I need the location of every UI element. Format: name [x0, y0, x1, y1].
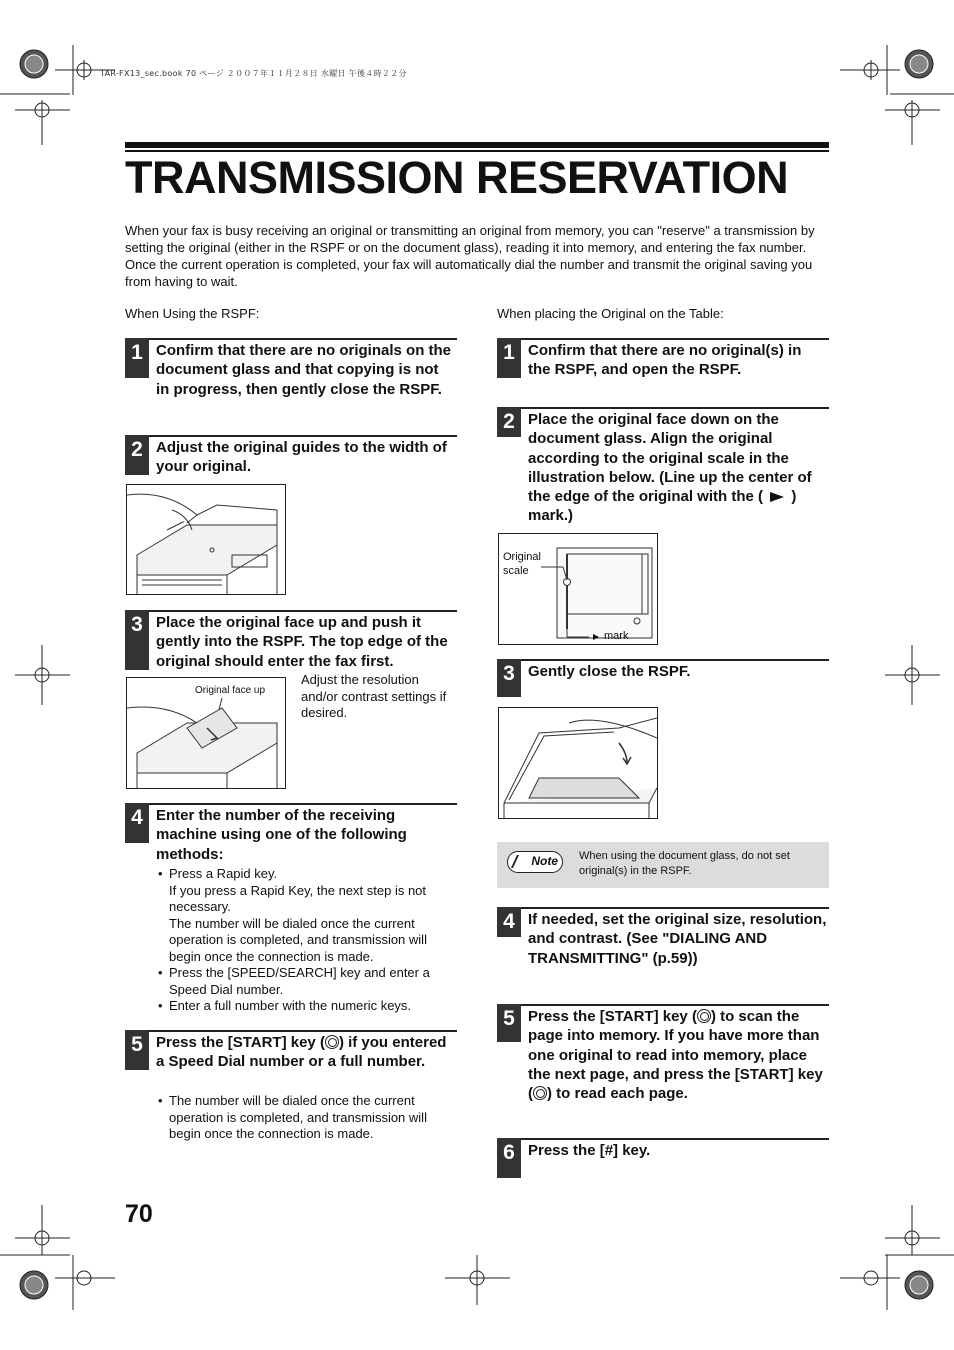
scale-label: scale: [503, 565, 529, 577]
step-text: Press the [START] key ( ) to scan the page into memory. If you have more than one original to read into memory, place the next page, and press the [START] key ( ) to read each page.: [528, 1008, 823, 1103]
list-item: • Press the [SPEED/SEARCH] key and enter a Speed Dial number.: [158, 965, 453, 998]
page-title: TRANSMISSION RESERVATION: [125, 152, 789, 203]
start-key-icon: [533, 1086, 547, 1100]
start-key-icon: [697, 1009, 711, 1023]
start-key-icon: [325, 1035, 339, 1049]
step-number: 3: [125, 610, 149, 670]
step-number: 5: [125, 1030, 149, 1070]
step-number: 4: [125, 803, 149, 843]
close-rspf-illustration: [498, 707, 658, 819]
step-number: 2: [125, 435, 149, 475]
step-text: Enter the number of the receiving machine using one of the following methods:: [156, 807, 407, 863]
note-text: When using the document glass, do not set original(s) in the RSPF.: [579, 850, 790, 877]
rspf-guides-illustration: [126, 484, 286, 595]
pencil-icon: [511, 855, 530, 868]
original-scale-illustration: [498, 533, 658, 645]
intro-paragraph: When your fax is busy receiving an original or transmitting an original from memory, you can "reserve" a transmission by setting the original (either in the RSPF or on the document glass), reading it into memory, and entering the fax number. Once the current operation is completed, your fax will automatically dial the number and transmit the original saving you from having to wait.: [125, 223, 815, 289]
list-item: • Press a Rapid key. If you press a Rapid Key, the next step is not necessary. The number will be dialed once the current operation is completed, and transmission will begin once the connection is made.: [158, 866, 453, 965]
image-label: Original face up: [195, 685, 266, 696]
step-text: Confirm that there are no originals on the document glass and that copying is not in progress, then gently close the RSPF.: [156, 342, 452, 398]
original-face-up-illustration: [126, 677, 286, 789]
right-column-heading: When placing the Original on the Table:: [497, 306, 724, 321]
step3-side-note: Adjust the resolution and/or contrast settings if desired.: [301, 672, 447, 720]
mark-label: mark: [604, 630, 629, 642]
step-text: Confirm that there are no original(s) in the RSPF, and open the RSPF.: [528, 342, 802, 379]
book-metadata-header: TAR-FX13_sec.book 70 ページ ２００７年１１月２８日 水曜日 午後４時２２分: [100, 69, 407, 78]
left-column-heading: When Using the RSPF:: [125, 306, 260, 321]
step-number: 6: [497, 1138, 521, 1178]
step-text: Gently close the RSPF.: [528, 663, 691, 680]
step-number: 5: [497, 1004, 521, 1042]
step-text: Place the original face up and push it gently into the RSPF. The top edge of the original should enter the fax first.: [156, 614, 448, 670]
fax-machine-icon: [499, 708, 657, 818]
step-text: Place the original face down on the document glass. Align the original according to the original scale in the illustration below. (Line up the center of the edge of the original with the ( ) mark.): [528, 411, 812, 525]
step-text: Press the [#] key.: [528, 1142, 651, 1159]
fax-machine-icon: [127, 485, 285, 594]
list-item: • Enter a full number with the numeric keys.: [158, 998, 453, 1015]
triangle-mark-icon: [770, 492, 784, 502]
list-item: • The number will be dialed once the current operation is completed, and transmission will begin once the connection is made.: [158, 1093, 453, 1143]
step-number: 1: [125, 338, 149, 378]
step5-notes-list: [158, 1093, 453, 1143]
step-number: 4: [497, 907, 521, 937]
title-rule-thick: [125, 142, 829, 148]
step-number: 3: [497, 659, 521, 697]
page-number: 70: [125, 1200, 153, 1228]
step4-methods-list: [158, 866, 453, 1015]
scale-label: Original: [503, 551, 541, 563]
step-text: If needed, set the original size, resolution, and contrast. (See "DIALING AND TRANSMITTING" (p.59)): [528, 911, 827, 967]
step-text: Adjust the original guides to the width of your original.: [156, 439, 447, 476]
note-badge: Note: [507, 851, 563, 873]
step-text: Press the [START] key ( ) if you entered a Speed Dial number or a full number.: [156, 1034, 447, 1071]
step-number: 1: [497, 338, 521, 378]
step-number: 2: [497, 407, 521, 437]
